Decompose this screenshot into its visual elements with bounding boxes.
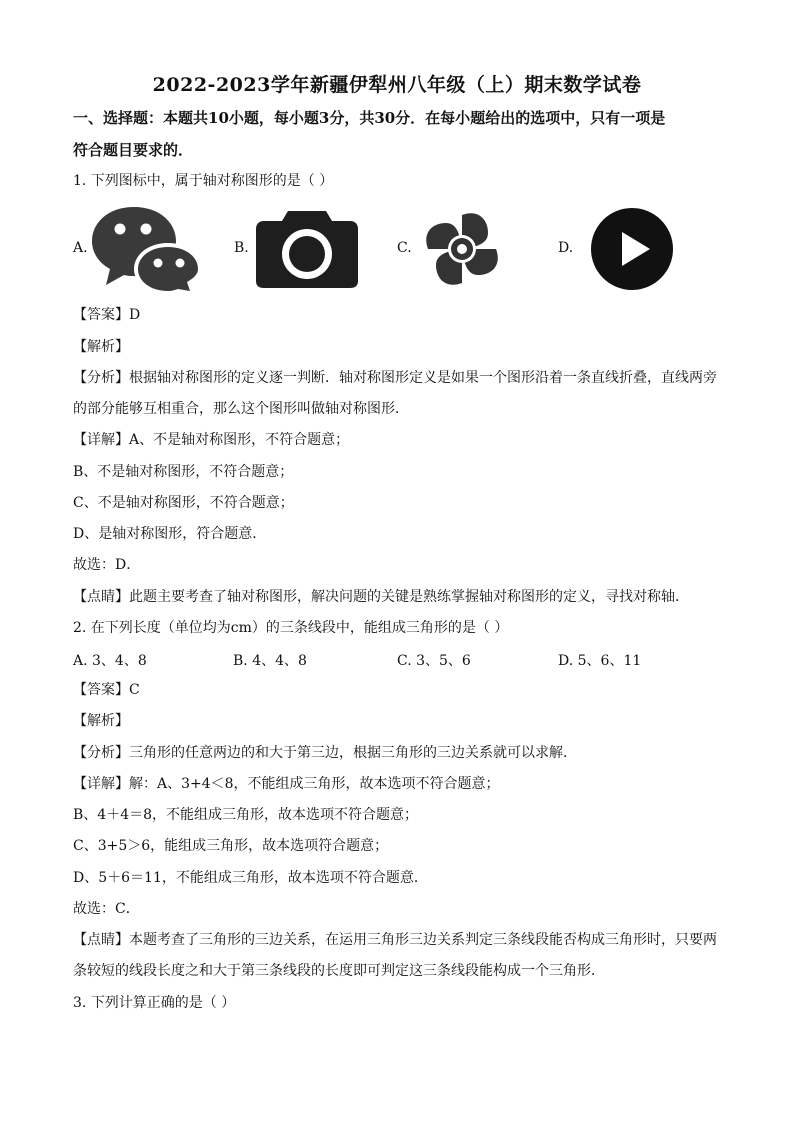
q1-option-d-label: D. [558,240,574,256]
camera-icon [254,207,360,289]
pinwheel-icon [416,203,508,295]
q1-choose: 故选：D． [73,557,141,573]
q3-stem: 3. 下列计算正确的是（ ） [73,995,236,1011]
section-heading-line2: 符合题目要求的． [73,141,194,159]
q1-option-c-label: C. [397,240,412,256]
q2-detail-c: C、3+5＞6，能组成三角形，故本选项符合题意； [73,838,389,854]
play-button-icon [590,207,674,291]
q1-jiexi: 【解析】 [73,339,129,355]
q2-option-d: D. 5、6、11 [558,653,642,669]
q1-stem: 1. 下列图标中，属于轴对称图形的是（ ） [73,173,334,189]
q2-options [73,650,733,670]
chat-bubbles-icon [88,203,206,295]
q1-analysis-line2: 的部分能够互相重合，那么这个图形叫做轴对称图形． [73,401,409,417]
q2-detail-b: B、4＋4＝8，不能组成三角形，故本选项不符合题意； [73,807,419,823]
q2-detail-a: 【详解】解：A、3+4＜8，不能组成三角形，故本选项不符合题意； [73,776,500,792]
q2-comment-line2: 条较短的线段长度之和大于第三条线段的长度即可判定这三条线段能构成一个三角形． [73,963,605,979]
q1-comment: 【点睛】此题主要考查了轴对称图形，解决问题的关键是熟练掌握轴对称图形的定义，寻找对称轴． [73,589,689,605]
q2-jiexi: 【解析】 [73,713,129,729]
q2-answer: 【答案】C [73,682,140,698]
q1-detail-c: C、不是轴对称图形，不符合题意； [73,495,294,511]
q1-option-b-label: B. [234,240,249,256]
q1-detail-b: B、不是轴对称图形，不符合题意； [73,464,294,480]
q2-comment-line1: 【点睛】本题考查了三角形的三边关系，在运用三角形三边关系判定三条线段能否构成三角形时，只要两 [73,932,717,948]
q1-detail-a: 【详解】A、不是轴对称图形，不符合题意； [73,432,350,448]
q2-analysis: 【分析】三角形的任意两边的和大于第三边，根据三角形的三边关系就可以求解． [73,745,577,761]
q2-choose: 故选：C． [73,901,140,917]
q1-analysis-line1: 【分析】根据轴对称图形的定义逐一判断．轴对称图形定义是如果一个图形沿着一条直线折叠，直线两旁 [73,370,717,386]
q1-option-a-label: A. [73,240,88,256]
section-heading-line1: 一、选择题：本题共10小题，每小题3分，共30分．在每小题给出的选项中，只有一项是 [73,109,666,127]
q1-detail-d: D、是轴对称图形，符合题意． [73,526,267,542]
q1-answer: 【答案】D [73,307,141,323]
q2-stem: 2. 在下列长度（单位均为cm）的三条线段中，能组成三角形的是（ ） [73,620,509,636]
q2-option-a: A. 3、4、8 [73,653,147,669]
q2-detail-d: D、5＋6＝11，不能组成三角形，故本选项不符合题意． [73,870,428,886]
q2-option-c: C. 3、5、6 [397,653,471,669]
page-title: 2022-2023学年新疆伊犁州八年级（上）期末数学试卷 [152,74,642,96]
q2-option-b: B. 4、4、8 [233,653,307,669]
